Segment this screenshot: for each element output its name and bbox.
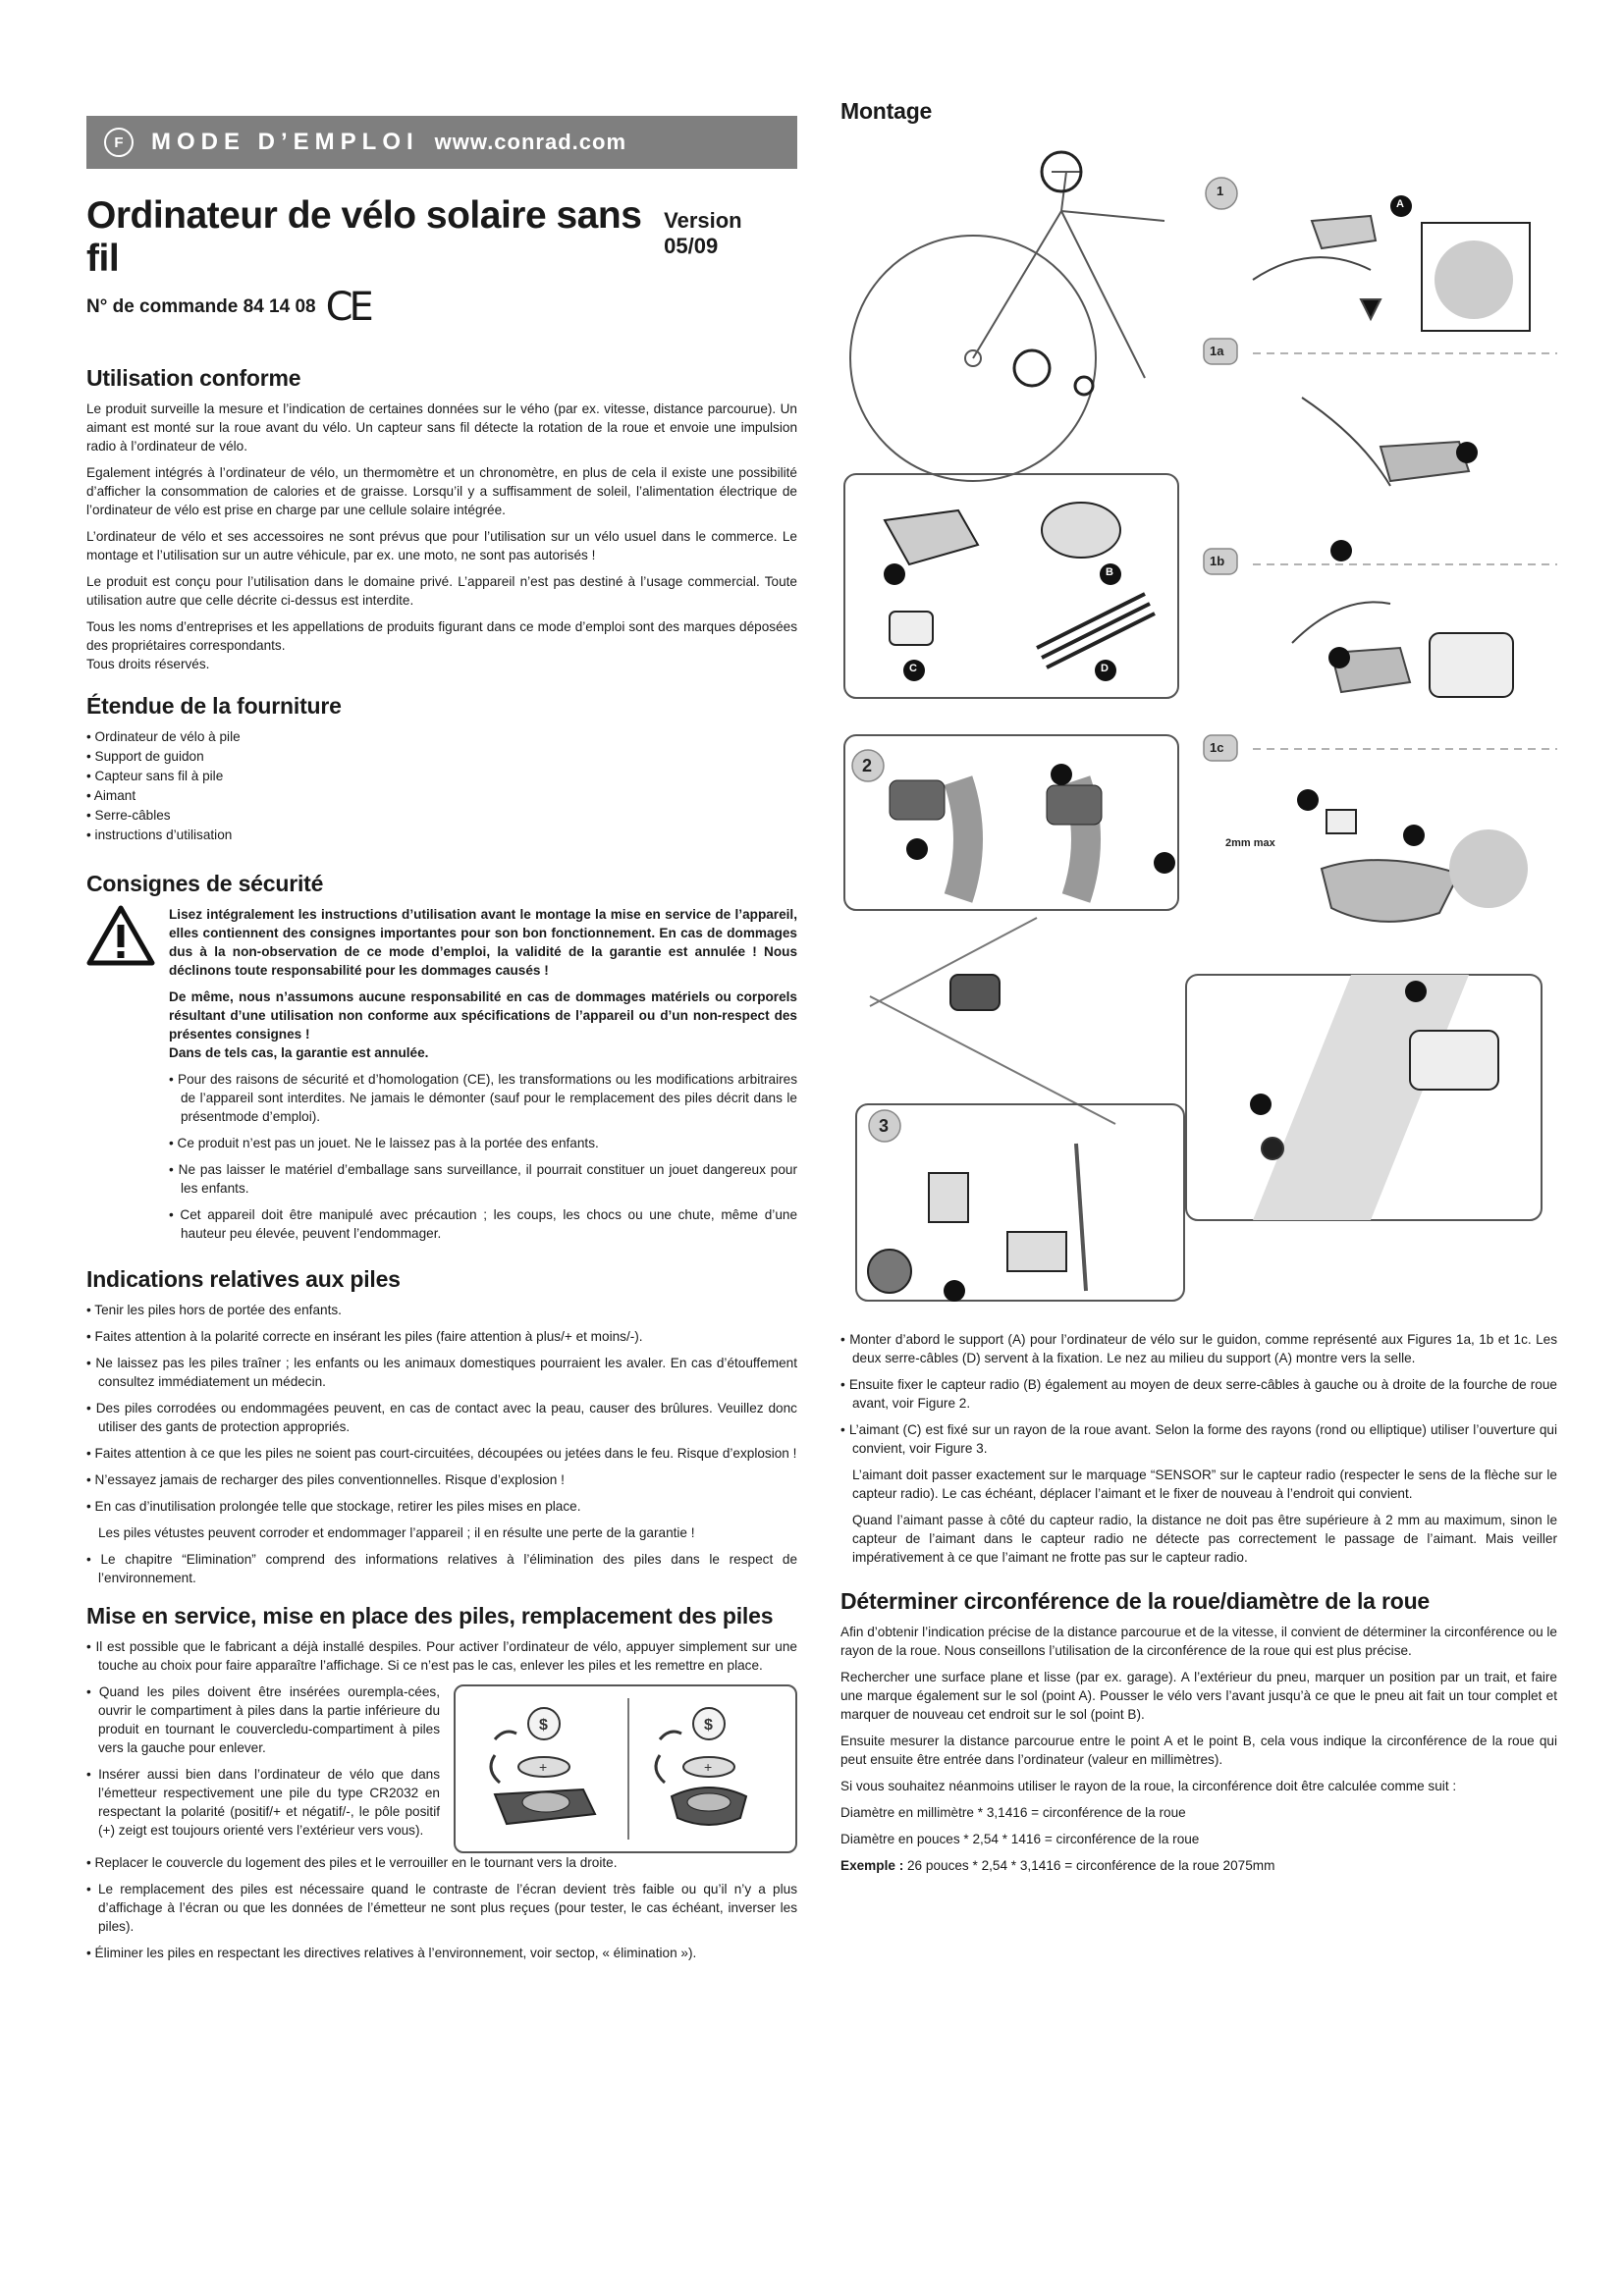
- ce-mark: CE: [325, 285, 370, 330]
- battery-note: Les piles vétustes peuvent corroder et endommager l’appareil ; il en résulte une perte de la garantie !: [98, 1525, 695, 1540]
- mounting-figure: [840, 133, 1557, 1320]
- step-badges: [852, 178, 1237, 1142]
- list-item: • Insérer aussi bien dans l’ordinateur de vélo que dans l’émetteur respectivement une pile du type CR2032 en respectant la polarité (positif/+ et négatif/-, le pôle positif (+) zeigt est toujours orienté vers l’extérieur vers vous).: [86, 1765, 440, 1840]
- example-label: Exemple :: [840, 1858, 904, 1873]
- circumference-paragraph: Ensuite mesurer la distance parcourue entre le point A et le point B, cela vous indique la circonférence de la roue qui peut ensuite être entrée dans l’ordinateur (valeur en millimètres).: [840, 1734, 1557, 1767]
- left-column: [86, 116, 797, 1970]
- list-item: • Éliminer les piles en respectant les directives relatives à l’environnement, voir sectop, « élimination »).: [86, 1944, 797, 1962]
- list-item: • Ensuite fixer le capteur radio (B) également au moyen de deux serre-câbles à gauche ou à droite de la fourche de roue avant, voir Figure 2.: [840, 1375, 1557, 1413]
- section-safety: [86, 871, 797, 1251]
- list-item: • Tenir les piles hors de portée des enfants.: [86, 1301, 797, 1319]
- list-item: • Faites attention à ce que les piles ne soient pas court-circuitées, découpées ou jetées dans le feu. Risque d’explosion !: [86, 1444, 797, 1463]
- step-2-box: [844, 735, 1178, 910]
- battery-replacement-figure: [454, 1684, 797, 1853]
- list-item: • Le chapitre “Elimination” comprend des informations relatives à l’élimination des piles dans le respect de l’environnement.: [86, 1550, 797, 1587]
- version-label: Version 05/09: [664, 208, 742, 258]
- step-1b-label: 1b: [1210, 554, 1225, 568]
- formula-inches: Diamètre en pouces * 2,54 * 1416 = circonférence de la roue: [840, 1832, 1200, 1846]
- warning-triangle-icon: [86, 905, 169, 1251]
- language-mark: F: [104, 128, 134, 157]
- part-a-illustration: [885, 510, 978, 564]
- part-a-label: A: [1396, 198, 1404, 210]
- part-b-illustration: [1042, 503, 1120, 558]
- computer-battery-illustration: [491, 1708, 595, 1824]
- step-3-label: 3: [879, 1116, 890, 1136]
- order-number: N° de commande 84 14 08: [86, 296, 316, 317]
- section-usage: [86, 365, 797, 673]
- step-1c-label: 1c: [1210, 740, 1224, 755]
- heading-safety: Consignes de sécurité: [86, 871, 324, 896]
- heading-circumference: Déterminer circonférence de la roue/diamètre de la roue: [840, 1588, 1431, 1614]
- list-item: • Il est possible que le fabricant a déjà installé despiles. Pour activer l’ordinateur de vélo, appuyer simplement sur une touche au choix pour faire apparaître l’affichage. Si ce n’est pas le cas, enlever les piles et les remettre en place.: [86, 1637, 797, 1675]
- handlebar-illustration-1: [1253, 216, 1530, 331]
- list-item: • Le remplacement des piles est nécessaire quand le contraste de l’écran devient très faible ou qu’il n’y a plus d’affichage à l’écran ou que les données de l’émetteur ne sont plus reçues (pour tester, le cas échéant, inverser les piles).: [86, 1880, 797, 1936]
- mode-label: MODE D’EMPLOI: [151, 129, 419, 155]
- handlebar-illustration-1b: [1292, 602, 1513, 697]
- svg-text:$: $: [539, 1717, 548, 1734]
- circumference-paragraph: Afin d’obtenir l’indication précise de la distance parcourue et de la vitesse, il convient de déterminer la circonférence ou le rayon de la roue. Nous conseillons l’utilisation de la circonférence de la roue qui est plus précise.: [840, 1625, 1557, 1658]
- list-item: • Faites attention à la polarité correcte en insérant les piles (faire attention à plus/+ et moins/-).: [86, 1327, 797, 1346]
- list-item: • Des piles corrodées ou endommagées peuvent, en cas de contact avec la peau, causer des brûlures. Veuillez donc utiliser des gants de protection appropriés.: [86, 1399, 797, 1436]
- svg-text:+: +: [704, 1759, 713, 1775]
- handlebar-illustration-1a: [1302, 398, 1469, 486]
- circumference-paragraph: Rechercher une surface plane et lisse (par ex. garage). A l’extérieur du pneu, marquer un position par un trait, et faire une marque également sur le sol (point A). Pousser le vélo vers l’avant jusqu’à ce que le pneu ait fait un tour complet et marquer de nouveau cet endroit sur le sol (point B).: [840, 1670, 1557, 1722]
- magnet-clip-illustration: [868, 1144, 1086, 1293]
- usage-paragraph: Tous les noms d’entreprises et les appellations de produits figurant dans ce mode d’emploi sont des marques déposées des propriétaires correspondants. Tous droits réservés.: [86, 619, 797, 671]
- section-batteries: [86, 1266, 797, 1587]
- list-item: • L’aimant (C) est fixé sur un rayon de la roue avant. Selon la forme des rayons (rond ou elliptique) utiliser l’ouverture qui convient, voir Figure 3.: [840, 1420, 1557, 1458]
- part-c-label: C: [909, 663, 917, 674]
- list-item: • En cas d’inutilisation prolongée telle que stockage, retirer les piles mises en place.: [86, 1497, 797, 1516]
- list-item: • Ne pas laisser le matériel d’emballage sans surveillance, il pourrait constituer un jouet dangereux pour les enfants.: [169, 1160, 797, 1198]
- order-number-row: [86, 285, 797, 330]
- right-column: [840, 98, 1557, 1883]
- mounting-note: L’aimant doit passer exactement sur le marquage “SENSOR” sur le capteur radio (respecter le sens de la flèche sur le capteur radio). Le cas échéant, déplacer l’aimant et le fixer de nouveau à l’endroit qui convient.: [852, 1468, 1557, 1501]
- list-item: • Aimant: [86, 786, 797, 806]
- wheel-sensor-magnet-illustration: [870, 918, 1115, 1124]
- section-commissioning: [86, 1603, 797, 1962]
- example-text: 26 pouces * 2,54 * 3,1416 = circonférence de la roue 2075mm: [903, 1858, 1275, 1873]
- heading-batteries: Indications relatives aux piles: [86, 1266, 401, 1292]
- section-circumference: [840, 1588, 1557, 1875]
- header-banner: [86, 116, 797, 169]
- header-url[interactable]: www.conrad.com: [434, 130, 626, 154]
- list-item: • Monter d’abord le support (A) pour l’ordinateur de vélo sur le guidon, comme représenté aux Figures 1a, 1b et 1c. Les deux serre-câbles (D) servent à la fixation. Le nez au milieu du support (A) montre vers la selle.: [840, 1330, 1557, 1367]
- list-item: • Ne laissez pas les piles traîner ; les enfants ou les animaux domestiques pourraient les avaler. En cas d’étouffement consultez immédiatement un médecin.: [86, 1354, 797, 1391]
- part-d-illustration: [1037, 594, 1155, 667]
- section-contents: [86, 693, 797, 845]
- part-d-label: D: [1101, 663, 1109, 674]
- heading-contents: Étendue de la fourniture: [86, 693, 342, 719]
- magnet-gap-illustration-1c: [1322, 810, 1528, 922]
- step-1a-label: 1a: [1210, 344, 1224, 358]
- list-item: • N’essayez jamais de recharger des piles conventionnelles. Risque d’explosion !: [86, 1470, 797, 1489]
- usage-paragraph: Egalement intégrés à l’ordinateur de vélo, un thermomètre et un chronomètre, en plus de cela il existe une possibilité d’afficher la consommation de calories et de graisse. Lorsqu’il y a suffisamment de soleil, l’alimentation électrique de l’ordinateur de vélo est prise en charge par une cellule solaire intégrée.: [86, 465, 797, 517]
- list-item: • Quand les piles doivent être insérées ourempla-cées, ouvrir le compartiment à piles dans la partie inférieure du produit en tournant le couvercledu-compartiment à piles vers la gauche pour enlever.: [86, 1682, 440, 1757]
- parts-box: [844, 474, 1178, 698]
- list-item: • Replacer le couvercle du logement des piles et le verrouiller en le tournant vers la droite.: [86, 1853, 797, 1872]
- section-mounting-text: [840, 1330, 1557, 1567]
- list-item: • instructions d’utilisation: [86, 826, 797, 845]
- step-1-label: 1: [1217, 184, 1224, 198]
- list-item: • Serre-câbles: [86, 806, 797, 826]
- circumference-paragraph: Si vous souhaitez néanmoins utiliser le rayon de la roue, la circonférence doit être calculée comme suit :: [840, 1779, 1457, 1793]
- heading-mounting: Montage: [840, 98, 933, 124]
- usage-paragraph: Le produit surveille la mesure et l’indication de certaines données sur le vého (par ex. vitesse, distance parcourue). Un aimant est monté sur la roue avant du vélo. Un capteur sans fil détecte la rotation de la roue et envoie une impulsion radio à l’ordinateur de vélo.: [86, 401, 797, 454]
- part-c-illustration: [890, 612, 933, 645]
- document-title: Ordinateur de vélo solaire sans fil: [86, 194, 642, 280]
- sensor-magnet-closeup: [1186, 975, 1542, 1220]
- list-item: • Pour des raisons de sécurité et d’homologation (CE), les transformations ou les modifications arbitraires de l’appareil sont interdites. Ne jamais le démonter (sauf pour le remplacement des piles décrit dans le présentmode d’emploi).: [169, 1070, 797, 1126]
- list-item: • Capteur sans fil à pile: [86, 767, 797, 786]
- heading-commissioning: Mise en service, mise en place des piles, remplacement des piles: [86, 1603, 774, 1629]
- part-b-label: B: [1106, 566, 1113, 578]
- mounting-note: Quand l’aimant passe à côté du capteur radio, la distance ne doit pas être supérieure à 2 mm au maximum, sinon le capteur de l’aimant dans le capteur radio ne détecte pas correctement le passage de l’aimant. Mais veiller impérativement à ce que l’aimant ne frotte pas sur le capteur radio.: [852, 1513, 1557, 1565]
- example-row: [840, 1856, 1557, 1875]
- usage-paragraph: Le produit est conçu pour l’utilisation dans le domaine privé. L’appareil n’est pas destiné à l’usage commercial. Toute utilisation autre que celle décrite ci-dessus est interdite.: [86, 574, 797, 608]
- formula-millimeter: Diamètre en millimètre * 3,1416 = circonférence de la roue: [840, 1805, 1186, 1820]
- svg-text:+: +: [539, 1759, 548, 1775]
- list-item: • Ce produit n’est pas un jouet. Ne le laissez pas à la portée des enfants.: [169, 1134, 797, 1152]
- list-item: • Cet appareil doit être manipulé avec précaution ; les coups, les chocs ou une chute, même d’une hauteur peu élevée, peuvent l’endommager.: [169, 1205, 797, 1243]
- step-2-label: 2: [862, 756, 873, 775]
- usage-paragraph: L’ordinateur de vélo et ses accessoires ne sont prévus que pour l’utilisation sur un vélo usuel dans le commerce. Le montage et l’utilisation sur un autre véhicule, par ex. une moto, ne sont pas autorisés !: [86, 529, 797, 562]
- sensor-battery-illustration: [656, 1708, 746, 1825]
- bicycle-illustration: [850, 152, 1164, 481]
- safety-liability-text: De même, nous n’assumons aucune responsabilité en cas de dommages matériels ou corporels résultant d’une utilisation non conforme aux spécifications de l’appareil ou d’un non-respect des présentes consignes ! Dans de tels cas, la garantie est annulée.: [169, 989, 797, 1060]
- list-item: • Ordinateur de vélo à pile: [86, 727, 797, 747]
- svg-text:$: $: [704, 1717, 713, 1734]
- list-item: • Support de guidon: [86, 747, 797, 767]
- gap-label: 2mm max: [1225, 837, 1275, 849]
- heading-usage: Utilisation conforme: [86, 365, 301, 391]
- safety-warning-text: Lisez intégralement les instructions d’utilisation avant le montage la mise en service de l’appareil, elles contiennent des consignes importantes pour son bon fonctionnement. En cas de dommages dus à la non-observation de ce mode d’emploi, la validité de la garantie est annulée ! Nous déclinons toute responsabilité pour les dommages causés !: [169, 907, 797, 978]
